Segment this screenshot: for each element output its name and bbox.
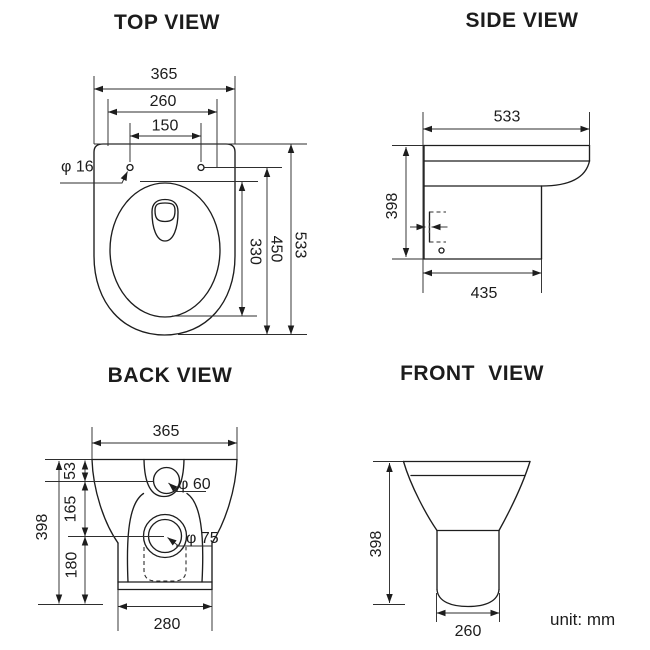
front-view-title: FRONT VIEW [400, 362, 544, 385]
trapway-left-edge [127, 494, 143, 583]
top-view-title: TOP VIEW [114, 11, 220, 34]
dim-label-330: 330 [246, 238, 264, 265]
dim-label-398: 398 [34, 513, 51, 541]
bowl-front-curve [542, 161, 590, 186]
leader-line-phi75 [168, 538, 179, 546]
dim-label-260: 260 [149, 93, 177, 110]
dim-label-365: 365 [150, 66, 178, 83]
back-view [34, 364, 237, 633]
pan-outer-outline [94, 144, 235, 335]
unit-note: unit: mm [550, 610, 616, 629]
front-view [368, 362, 544, 640]
hinge-hole-right [198, 165, 204, 171]
dim-label-533: 533 [291, 231, 309, 259]
leader-line-phi60 [169, 483, 179, 492]
dim-label-533: 533 [493, 108, 521, 126]
dim-label-280: 280 [153, 616, 181, 633]
outlet-hole [149, 520, 182, 553]
dim-label-435: 435 [470, 285, 498, 302]
dim-label-53: 53 [62, 462, 79, 480]
body-left-edge [92, 460, 118, 544]
dim-label-phi60: φ 60 [178, 476, 211, 493]
fixing-hole [439, 248, 444, 253]
outlet-boss [144, 515, 187, 558]
side-view-title: SIDE VIEW [465, 9, 579, 32]
dim-label-450: 450 [267, 235, 285, 263]
dim-label-398: 398 [384, 192, 401, 220]
dim-label-phi75: φ 75 [186, 530, 219, 547]
back-view-title: BACK VIEW [107, 364, 233, 387]
dim-label-398: 398 [368, 530, 385, 558]
dim-label-150: 150 [151, 117, 179, 135]
dim-label-180: 180 [63, 551, 81, 579]
dim-label-phi16: φ 16 [61, 158, 94, 176]
pedestal-foot-curve [437, 590, 499, 607]
bowl-right-edge [499, 462, 530, 531]
top-view [60, 11, 309, 335]
dim-label-165: 165 [62, 495, 80, 523]
flush-outlet-inner [155, 203, 175, 222]
bowl-left-edge [404, 462, 438, 531]
dim-label-260: 260 [454, 623, 482, 640]
dim-label-365: 365 [152, 423, 180, 440]
hinge-hole-left [127, 165, 133, 171]
side-view [384, 9, 590, 302]
